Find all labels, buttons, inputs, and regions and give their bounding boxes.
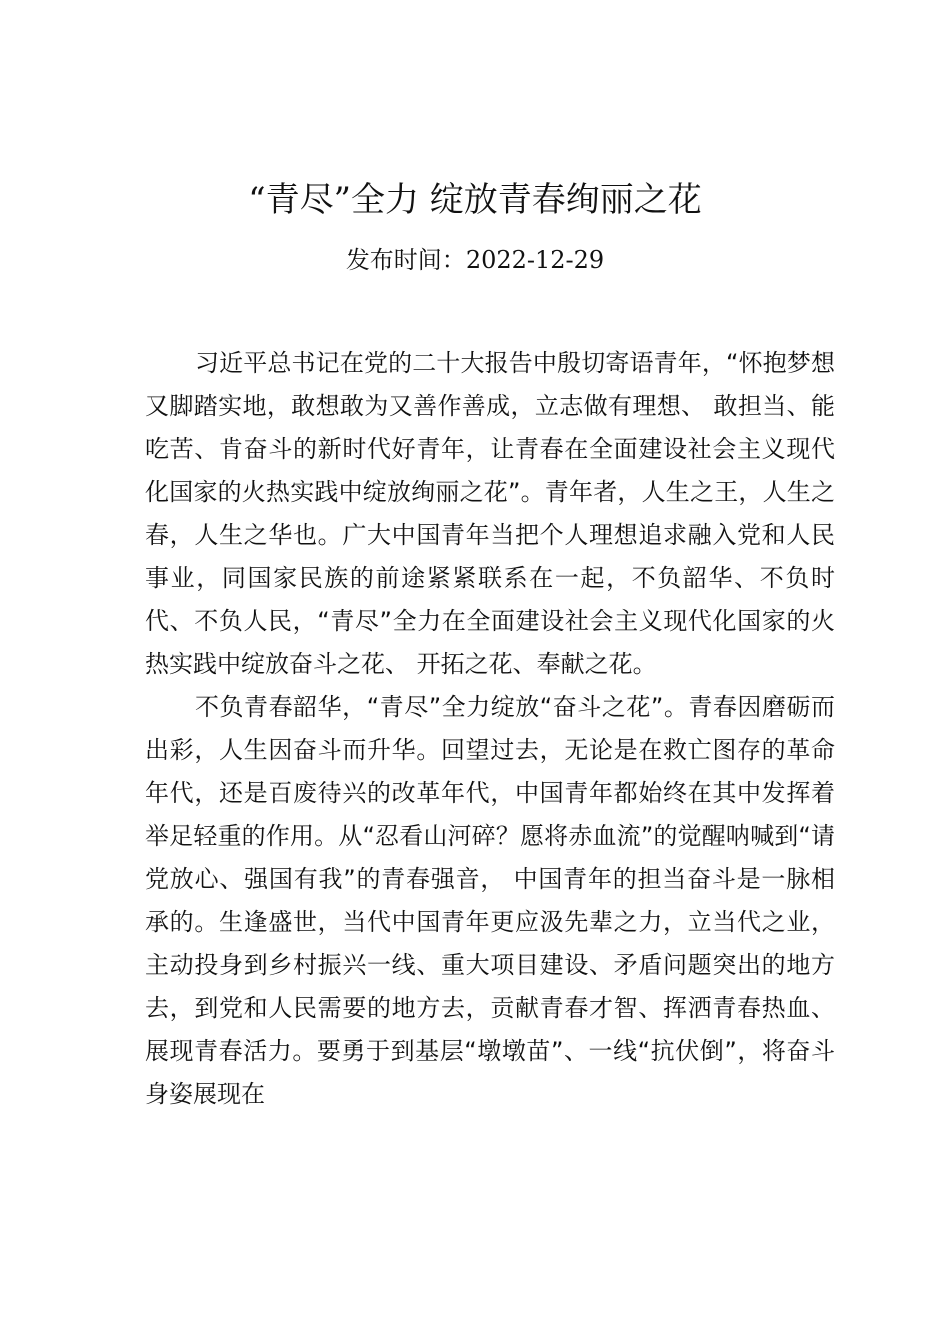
paragraph-2: 不负青春韶华，“青尽”全力绽放“奋斗之花”。青春因磨砺而出彩，人生因奋斗而升华。回望过去，无论是在救亡图存的革命年代，还是百废待兴的改革年代，中国青年都始终在其中发挥着举足轻重的作用。从“忍看山河碎？愿将赤血流”的觉醒呐喊到“请党放心、强国有我”的青春强音， 中国青年的担当奋斗是一脉相承的。生逢盛世，当代中国青年更应汲先辈之力，立当代之业，主动投身到乡村振兴一线、重大项目建设、矛盾问题突出的地方去，到党和人民需要的地方去，贡献青春才智、挥洒青春热血、展现青春活力。要勇于到基层“墩墩苗”、一线“抗伏倒”，将奋斗身姿展现在 [145,693,835,1108]
article-title: “青尽”全力 绽放青春绚丽之花 [248,180,702,220]
paragraph-1: 习近平总书记在党的二十大报告中殷切寄语青年，“怀抱梦想又脚踏实地，敢想敢为又善作善成，立志做有理想、 敢担当、能吃苦、肯奋斗的新时代好青年，让青春在全面建设社会主义现代化国家的火热实践中绽放绚丽之花”。青年者，人生之王，人生之春，人生之华也。广大中国青年当把个人理想追求融入党和人民事业，同国家民族的前途紧紧联系在一起，不负韶华、不负时代、不负人民，“青尽”全力在全面建设社会主义现代化国家的火热实践中绽放奋斗之花、 开拓之花、奉献之花。 [145,349,835,678]
article-body [145,342,835,1116]
publish-date-value: 2022-12-29 [465,246,605,274]
publish-date [0,240,950,280]
publish-date-label: 发布时间： [345,246,466,274]
